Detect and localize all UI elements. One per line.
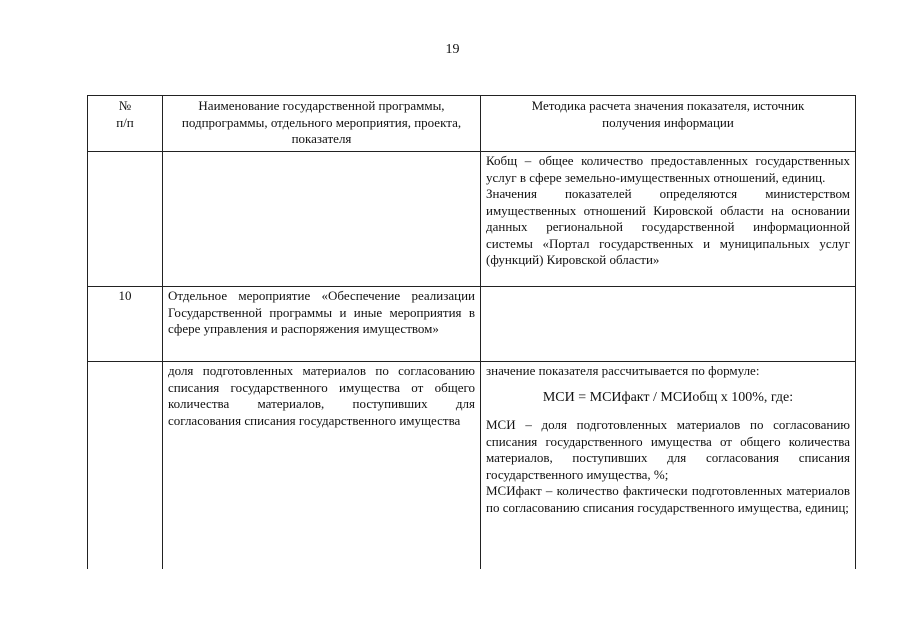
msi-fact-definition: МСИфакт – количество фактически подготовленных материалов по согласованию списания государственного имущества, единиц;: [486, 483, 850, 515]
table-row: [88, 287, 856, 362]
cell-method: [481, 152, 856, 287]
table-row: [88, 152, 856, 287]
cell-method: [481, 362, 856, 570]
header-number: [88, 96, 163, 152]
table-header-row: [88, 96, 856, 152]
header-number-text: № п/п: [116, 98, 134, 130]
msi-definition: МСИ – доля подготовленных материалов по согласованию списания государственного имущества от общего количества материалов, поступивших для согласования списания государственного имущества, %;: [486, 417, 850, 482]
cell-name: [163, 362, 481, 570]
indicator-name: доля подготовленных материалов по согласованию списания государственного имущества от общего количества материалов, поступивших для согласования списания государственного имущества: [168, 363, 475, 428]
formula-intro: значение показателя рассчитывается по формуле:: [486, 363, 760, 378]
header-name-text: Наименование государственной программы, подпрограммы, отдельного мероприятия, проекта, показателя: [181, 98, 462, 146]
kobsh-definition: Кобщ – общее количество предоставленных государственных услуг в сфере земельно-имущественных отношений, единиц.: [486, 153, 850, 185]
indicator-table: [87, 95, 856, 569]
item-name: Отдельное мероприятие «Обеспечение реализации Государственной программы и иные мероприятия в сфере управления и распоряжения имуществом»: [168, 288, 475, 336]
page-number: 19: [445, 42, 460, 57]
cell-number-empty: [88, 362, 163, 570]
table-row: [88, 362, 856, 570]
data-source-text: Значения показателей определяются министерством имущественных отношений Кировской области на основании данных региональной государственной информационной системы «Портал государственных и муниципальных услуг (функций) Кировской области»: [486, 186, 850, 267]
cell-method-empty: [481, 287, 856, 362]
item-number: 10: [118, 288, 132, 303]
cell-name: [163, 287, 481, 362]
header-name: [163, 96, 481, 152]
header-method: [481, 96, 856, 152]
cell-number: [88, 287, 163, 362]
formula: МСИ = МСИфакт / МСИобщ x 100%, где:: [542, 389, 794, 405]
cell-number-empty: [88, 152, 163, 287]
cell-name-empty: [163, 152, 481, 287]
header-method-text: Методика расчета значения показателя, источник получения информации: [531, 98, 805, 130]
